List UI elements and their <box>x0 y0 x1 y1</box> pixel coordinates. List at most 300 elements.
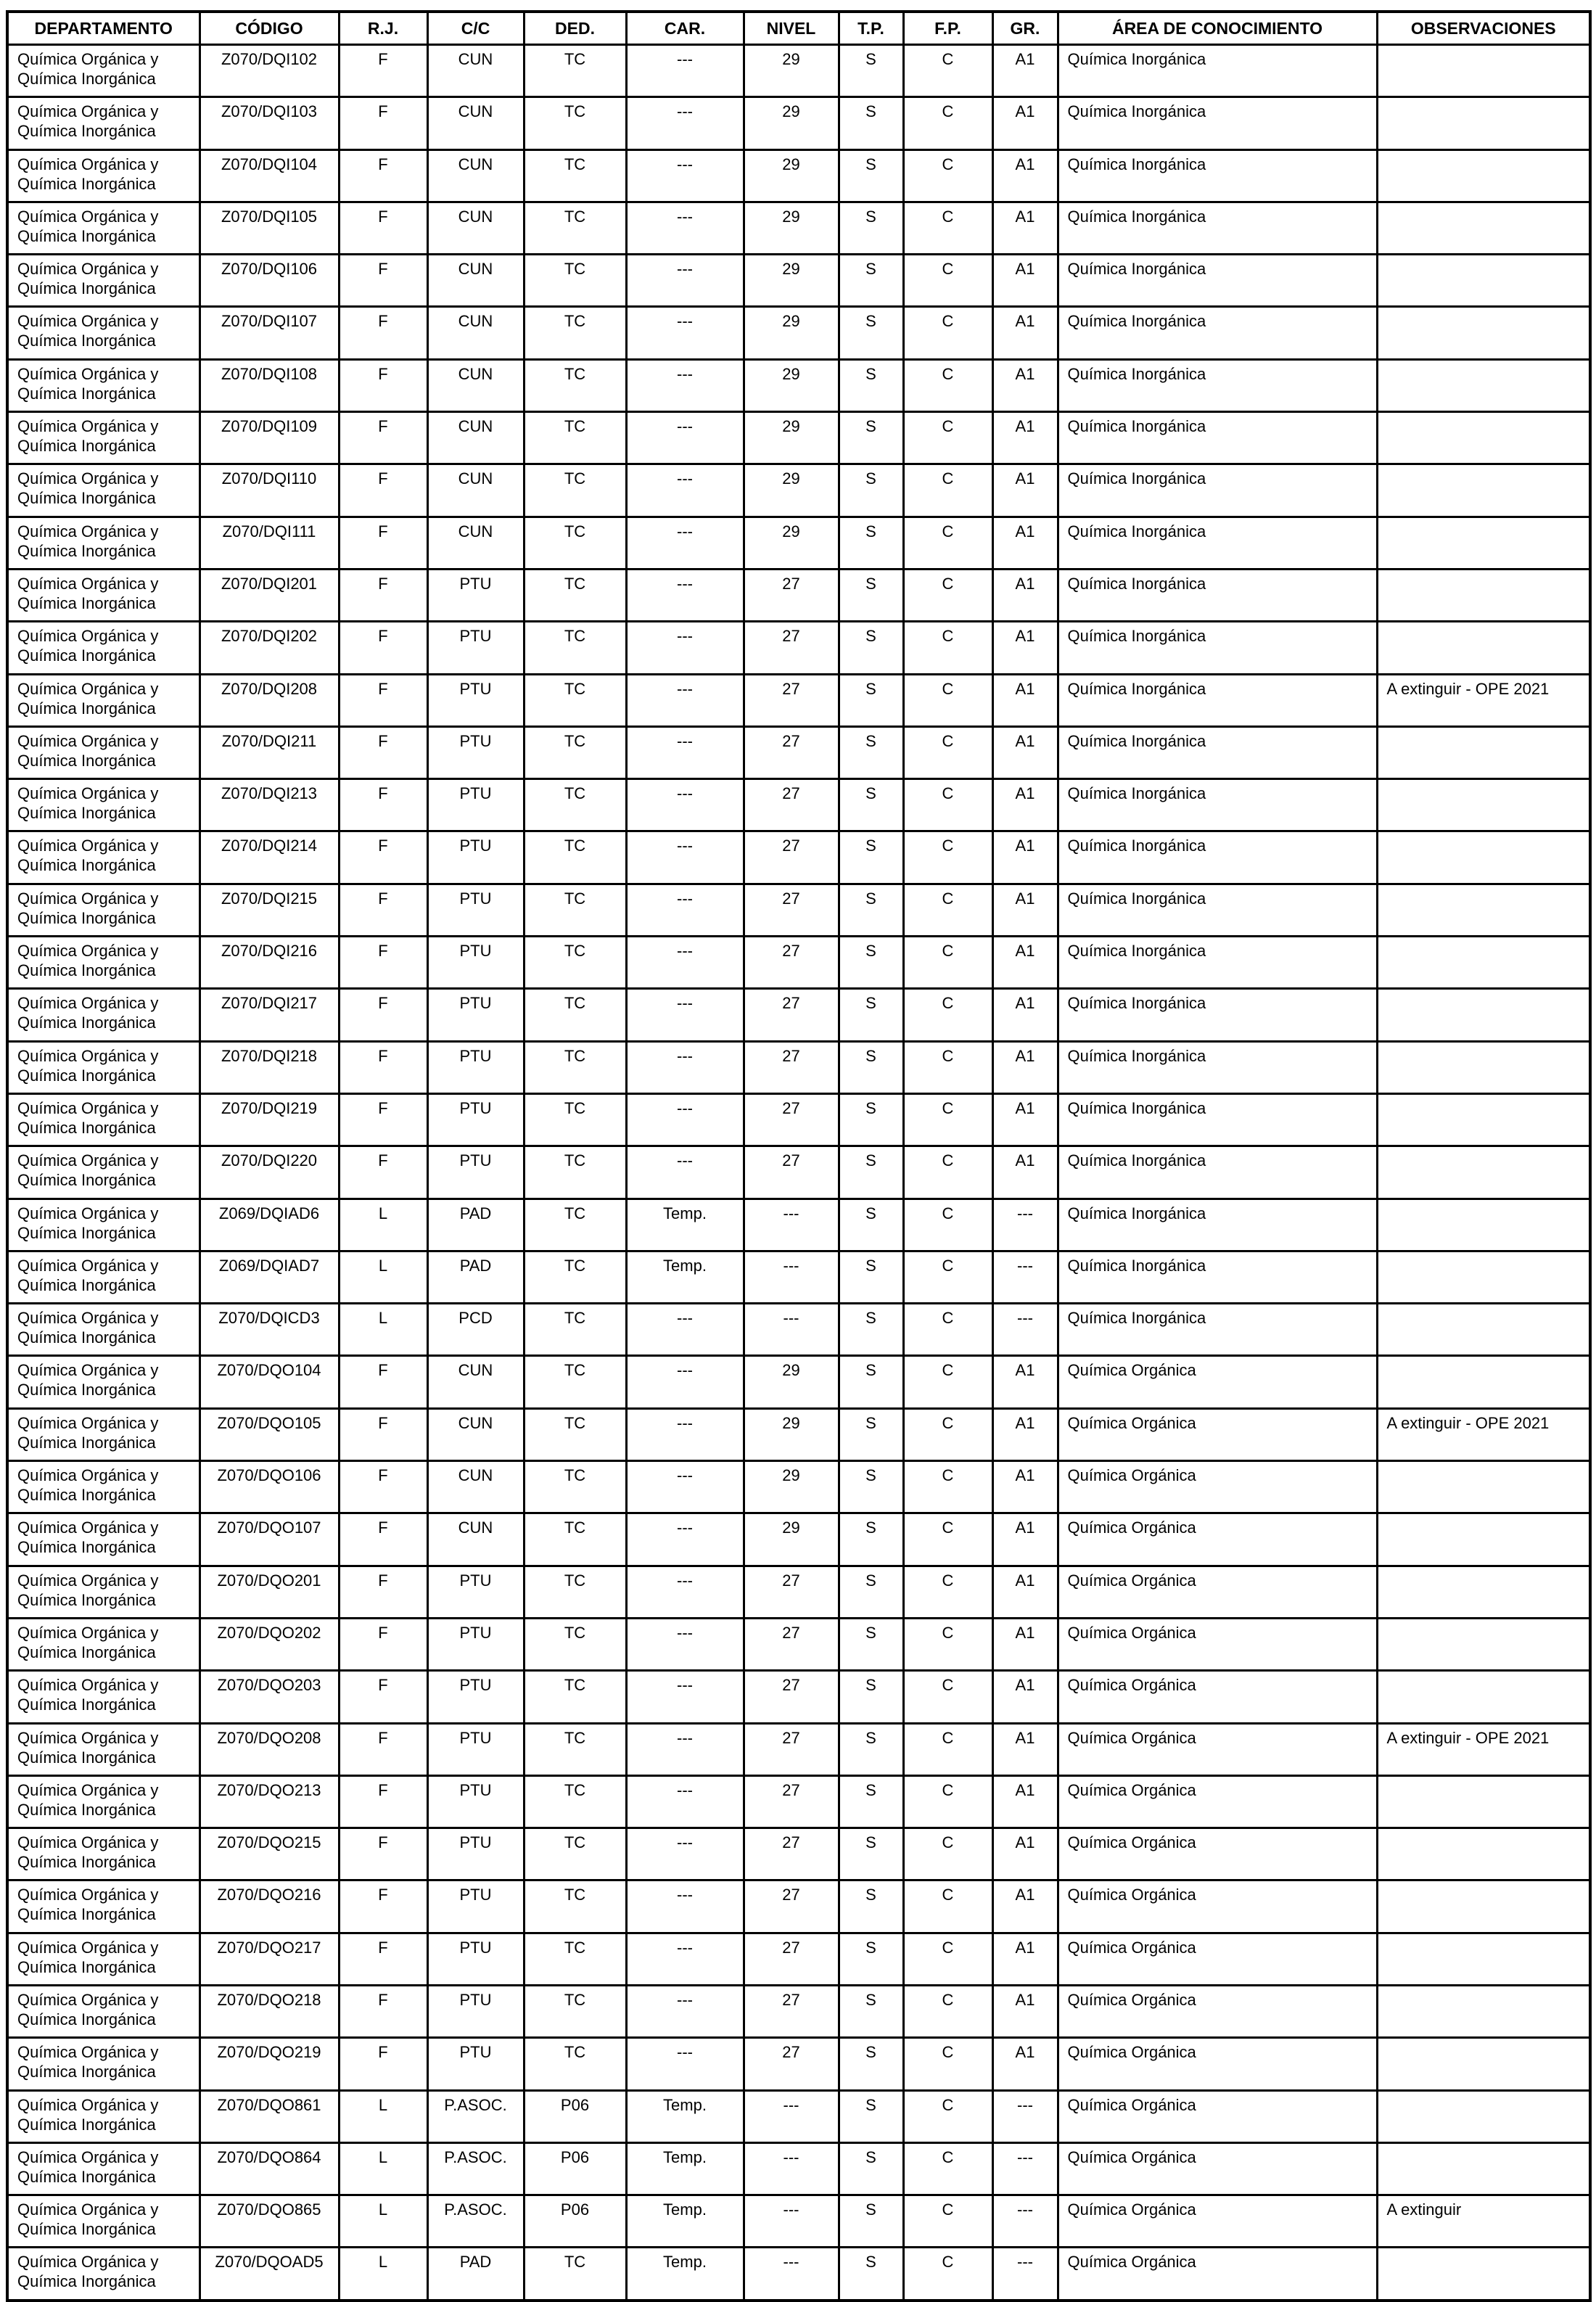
cell-obs <box>1377 97 1590 149</box>
column-header-rj: R.J. <box>339 12 427 45</box>
cell-dept: Química Orgánica y Química Inorgánica <box>7 464 200 517</box>
cell-cc: PTU <box>427 1880 524 1933</box>
cell-rj: F <box>339 202 427 254</box>
cell-dept: Química Orgánica y Química Inorgánica <box>7 1671 200 1723</box>
cell-gr: A1 <box>992 989 1058 1041</box>
cell-fp: C <box>903 202 992 254</box>
cell-tp: S <box>839 884 903 936</box>
cell-rj: F <box>339 1671 427 1723</box>
cell-codigo: Z070/DQI213 <box>200 779 339 831</box>
cell-nivel: 29 <box>744 464 839 517</box>
cell-gr: A1 <box>992 464 1058 517</box>
cell-codigo: Z070/DQI109 <box>200 412 339 464</box>
cell-gr: A1 <box>992 1408 1058 1460</box>
table-row <box>7 884 1590 936</box>
cell-ded: TC <box>524 255 626 307</box>
cell-dept: Química Orgánica y Química Inorgánica <box>7 1723 200 1775</box>
cell-dept: Química Orgánica y Química Inorgánica <box>7 149 200 202</box>
cell-codigo: Z070/DQO201 <box>200 1566 339 1618</box>
cell-tp: S <box>839 569 903 621</box>
cell-fp: C <box>903 989 992 1041</box>
cell-car: --- <box>626 202 744 254</box>
cell-rj: F <box>339 1408 427 1460</box>
cell-dept: Química Orgánica y Química Inorgánica <box>7 1461 200 1513</box>
cell-dept: Química Orgánica y Química Inorgánica <box>7 97 200 149</box>
cell-tp: S <box>839 45 903 97</box>
positions-table <box>6 10 1592 2302</box>
cell-obs <box>1377 884 1590 936</box>
cell-gr: A1 <box>992 1461 1058 1513</box>
table-row <box>7 1985 1590 2037</box>
cell-tp: S <box>839 1566 903 1618</box>
cell-nivel: 27 <box>744 989 839 1041</box>
cell-area: Química Inorgánica <box>1058 779 1377 831</box>
cell-cc: PTU <box>427 569 524 621</box>
cell-cc: PTU <box>427 1828 524 1880</box>
cell-codigo: Z070/DQI105 <box>200 202 339 254</box>
cell-car: --- <box>626 831 744 884</box>
cell-area: Química Orgánica <box>1058 1723 1377 1775</box>
cell-cc: PTU <box>427 1671 524 1723</box>
table-row <box>7 359 1590 411</box>
cell-tp: S <box>839 1356 903 1408</box>
cell-codigo: Z070/DQOAD5 <box>200 2248 339 2301</box>
table-row <box>7 726 1590 778</box>
cell-dept: Química Orgánica y Química Inorgánica <box>7 674 200 726</box>
cell-area: Química Inorgánica <box>1058 202 1377 254</box>
cell-obs <box>1377 1618 1590 1670</box>
cell-fp: C <box>903 1775 992 1828</box>
cell-fp: C <box>903 464 992 517</box>
cell-nivel: 27 <box>744 1093 839 1146</box>
cell-nivel: 27 <box>744 884 839 936</box>
cell-ded: TC <box>524 2038 626 2090</box>
cell-ded: TC <box>524 1671 626 1723</box>
cell-obs <box>1377 1566 1590 1618</box>
table-row <box>7 674 1590 726</box>
cell-car: --- <box>626 1146 744 1199</box>
cell-area: Química Orgánica <box>1058 1775 1377 1828</box>
cell-nivel: 27 <box>744 2038 839 2090</box>
cell-nivel: 27 <box>744 674 839 726</box>
cell-area: Química Inorgánica <box>1058 255 1377 307</box>
cell-car: --- <box>626 1566 744 1618</box>
cell-dept: Química Orgánica y Química Inorgánica <box>7 1093 200 1146</box>
cell-cc: PTU <box>427 1775 524 1828</box>
cell-nivel: 27 <box>744 1985 839 2037</box>
cell-gr: A1 <box>992 1985 1058 2037</box>
cell-car: --- <box>626 97 744 149</box>
cell-tp: S <box>839 255 903 307</box>
cell-ded: TC <box>524 1093 626 1146</box>
cell-tp: S <box>839 1146 903 1199</box>
column-header-ded: DED. <box>524 12 626 45</box>
cell-gr: --- <box>992 2090 1058 2142</box>
column-header-cc: C/C <box>427 12 524 45</box>
cell-area: Química Inorgánica <box>1058 569 1377 621</box>
cell-area: Química Inorgánica <box>1058 1146 1377 1199</box>
cell-car: --- <box>626 1828 744 1880</box>
cell-gr: --- <box>992 2142 1058 2195</box>
cell-gr: A1 <box>992 937 1058 989</box>
cell-codigo: Z070/DQI215 <box>200 884 339 936</box>
cell-car: --- <box>626 937 744 989</box>
cell-ded: TC <box>524 1251 626 1303</box>
cell-gr: A1 <box>992 255 1058 307</box>
cell-car: --- <box>626 726 744 778</box>
cell-obs <box>1377 1828 1590 1880</box>
cell-rj: F <box>339 2038 427 2090</box>
cell-codigo: Z070/DQI202 <box>200 622 339 674</box>
cell-fp: C <box>903 1618 992 1670</box>
cell-cc: PTU <box>427 1041 524 1093</box>
table-row <box>7 255 1590 307</box>
cell-cc: CUN <box>427 149 524 202</box>
cell-dept: Química Orgánica y Química Inorgánica <box>7 1566 200 1618</box>
cell-car: --- <box>626 1093 744 1146</box>
cell-rj: F <box>339 831 427 884</box>
table-row <box>7 1723 1590 1775</box>
cell-gr: A1 <box>992 359 1058 411</box>
cell-rj: F <box>339 884 427 936</box>
cell-tp: S <box>839 2248 903 2301</box>
cell-cc: PTU <box>427 726 524 778</box>
cell-area: Química Inorgánica <box>1058 97 1377 149</box>
table-row <box>7 1880 1590 1933</box>
cell-codigo: Z070/DQO865 <box>200 2195 339 2248</box>
cell-tp: S <box>839 1093 903 1146</box>
cell-rj: F <box>339 1985 427 2037</box>
cell-fp: C <box>903 1041 992 1093</box>
cell-ded: TC <box>524 1146 626 1199</box>
cell-cc: P.ASOC. <box>427 2195 524 2248</box>
cell-area: Química Orgánica <box>1058 1880 1377 1933</box>
cell-cc: PTU <box>427 1985 524 2037</box>
cell-tp: S <box>839 937 903 989</box>
cell-car: --- <box>626 779 744 831</box>
cell-obs <box>1377 1041 1590 1093</box>
column-header-gr: GR. <box>992 12 1058 45</box>
column-header-codigo: CÓDIGO <box>200 12 339 45</box>
cell-dept: Química Orgánica y Química Inorgánica <box>7 359 200 411</box>
table-row <box>7 202 1590 254</box>
table-row <box>7 1304 1590 1356</box>
cell-codigo: Z070/DQO217 <box>200 1933 339 1985</box>
cell-dept: Química Orgánica y Química Inorgánica <box>7 779 200 831</box>
cell-cc: PAD <box>427 1251 524 1303</box>
table-row <box>7 1828 1590 1880</box>
cell-tp: S <box>839 726 903 778</box>
cell-obs <box>1377 2142 1590 2195</box>
cell-codigo: Z069/DQIAD6 <box>200 1199 339 1251</box>
cell-car: --- <box>626 569 744 621</box>
cell-cc: PTU <box>427 831 524 884</box>
cell-fp: C <box>903 831 992 884</box>
cell-codigo: Z070/DQI208 <box>200 674 339 726</box>
cell-obs <box>1377 464 1590 517</box>
table-row <box>7 1671 1590 1723</box>
cell-codigo: Z070/DQO106 <box>200 1461 339 1513</box>
cell-nivel: 29 <box>744 1461 839 1513</box>
table-row <box>7 412 1590 464</box>
cell-codigo: Z070/DQI108 <box>200 359 339 411</box>
table-row <box>7 517 1590 569</box>
cell-gr: A1 <box>992 674 1058 726</box>
cell-rj: L <box>339 2195 427 2248</box>
table-row <box>7 2142 1590 2195</box>
cell-ded: TC <box>524 1356 626 1408</box>
cell-obs <box>1377 779 1590 831</box>
table-row <box>7 2038 1590 2090</box>
cell-codigo: Z070/DQO203 <box>200 1671 339 1723</box>
cell-codigo: Z070/DQO861 <box>200 2090 339 2142</box>
cell-fp: C <box>903 1566 992 1618</box>
cell-codigo: Z070/DQO218 <box>200 1985 339 2037</box>
cell-obs <box>1377 1513 1590 1566</box>
cell-car: --- <box>626 1985 744 2037</box>
cell-gr: A1 <box>992 1566 1058 1618</box>
cell-codigo: Z070/DQI107 <box>200 307 339 359</box>
cell-cc: CUN <box>427 359 524 411</box>
cell-dept: Química Orgánica y Química Inorgánica <box>7 1618 200 1670</box>
cell-cc: CUN <box>427 517 524 569</box>
cell-gr: A1 <box>992 1356 1058 1408</box>
cell-cc: P.ASOC. <box>427 2090 524 2142</box>
table-row <box>7 1566 1590 1618</box>
cell-car: --- <box>626 1723 744 1775</box>
cell-obs <box>1377 202 1590 254</box>
cell-obs <box>1377 307 1590 359</box>
cell-ded: TC <box>524 1513 626 1566</box>
cell-fp: C <box>903 674 992 726</box>
table-row <box>7 2195 1590 2248</box>
cell-fp: C <box>903 1199 992 1251</box>
cell-area: Química Inorgánica <box>1058 412 1377 464</box>
cell-dept: Química Orgánica y Química Inorgánica <box>7 884 200 936</box>
table-row <box>7 1251 1590 1303</box>
cell-cc: PTU <box>427 779 524 831</box>
table-row <box>7 937 1590 989</box>
cell-area: Química Orgánica <box>1058 2142 1377 2195</box>
cell-dept: Química Orgánica y Química Inorgánica <box>7 937 200 989</box>
cell-ded: TC <box>524 1041 626 1093</box>
cell-obs <box>1377 2248 1590 2301</box>
cell-rj: F <box>339 1146 427 1199</box>
cell-dept: Química Orgánica y Química Inorgánica <box>7 2038 200 2090</box>
cell-cc: CUN <box>427 1408 524 1460</box>
cell-ded: TC <box>524 937 626 989</box>
cell-fp: C <box>903 622 992 674</box>
cell-obs <box>1377 2038 1590 2090</box>
table-row <box>7 149 1590 202</box>
cell-codigo: Z070/DQI110 <box>200 464 339 517</box>
cell-codigo: Z070/DQO208 <box>200 1723 339 1775</box>
cell-codigo: Z070/DQI104 <box>200 149 339 202</box>
cell-obs <box>1377 1304 1590 1356</box>
cell-car: --- <box>626 517 744 569</box>
cell-codigo: Z070/DQI218 <box>200 1041 339 1093</box>
cell-tp: S <box>839 1671 903 1723</box>
cell-nivel: --- <box>744 2195 839 2248</box>
cell-gr: A1 <box>992 726 1058 778</box>
cell-gr: A1 <box>992 779 1058 831</box>
cell-fp: C <box>903 307 992 359</box>
cell-tp: S <box>839 307 903 359</box>
cell-cc: CUN <box>427 255 524 307</box>
cell-ded: TC <box>524 97 626 149</box>
cell-fp: C <box>903 1093 992 1146</box>
cell-car: --- <box>626 255 744 307</box>
cell-dept: Química Orgánica y Química Inorgánica <box>7 831 200 884</box>
cell-dept: Química Orgánica y Química Inorgánica <box>7 2195 200 2248</box>
cell-cc: CUN <box>427 412 524 464</box>
cell-rj: F <box>339 359 427 411</box>
cell-nivel: 29 <box>744 1356 839 1408</box>
cell-tp: S <box>839 622 903 674</box>
cell-car: --- <box>626 45 744 97</box>
cell-fp: C <box>903 1146 992 1199</box>
cell-obs <box>1377 1880 1590 1933</box>
cell-area: Química Inorgánica <box>1058 622 1377 674</box>
cell-rj: F <box>339 937 427 989</box>
cell-rj: L <box>339 1199 427 1251</box>
cell-cc: PTU <box>427 937 524 989</box>
cell-obs <box>1377 517 1590 569</box>
cell-obs <box>1377 1146 1590 1199</box>
cell-cc: CUN <box>427 1461 524 1513</box>
cell-cc: PTU <box>427 989 524 1041</box>
cell-car: --- <box>626 1304 744 1356</box>
cell-area: Química Inorgánica <box>1058 149 1377 202</box>
cell-tp: S <box>839 97 903 149</box>
cell-fp: C <box>903 1671 992 1723</box>
table-row <box>7 1775 1590 1828</box>
cell-fp: C <box>903 1408 992 1460</box>
cell-nivel: 29 <box>744 149 839 202</box>
cell-car: --- <box>626 622 744 674</box>
cell-tp: S <box>839 2090 903 2142</box>
cell-ded: TC <box>524 779 626 831</box>
cell-codigo: Z070/DQI217 <box>200 989 339 1041</box>
cell-tp: S <box>839 359 903 411</box>
cell-ded: TC <box>524 412 626 464</box>
table-row <box>7 622 1590 674</box>
column-header-tp: T.P. <box>839 12 903 45</box>
cell-tp: S <box>839 2142 903 2195</box>
cell-nivel: 29 <box>744 307 839 359</box>
cell-rj: F <box>339 1723 427 1775</box>
cell-codigo: Z070/DQI102 <box>200 45 339 97</box>
cell-cc: PTU <box>427 622 524 674</box>
cell-gr: A1 <box>992 1775 1058 1828</box>
cell-area: Química Inorgánica <box>1058 884 1377 936</box>
cell-area: Química Inorgánica <box>1058 1304 1377 1356</box>
cell-ded: TC <box>524 569 626 621</box>
cell-nivel: 29 <box>744 412 839 464</box>
cell-obs <box>1377 1671 1590 1723</box>
cell-rj: F <box>339 1880 427 1933</box>
cell-nivel: 27 <box>744 1146 839 1199</box>
cell-car: --- <box>626 674 744 726</box>
cell-rj: F <box>339 45 427 97</box>
cell-ded: TC <box>524 517 626 569</box>
cell-area: Química Orgánica <box>1058 1461 1377 1513</box>
cell-cc: CUN <box>427 45 524 97</box>
cell-rj: F <box>339 255 427 307</box>
cell-dept: Química Orgánica y Química Inorgánica <box>7 569 200 621</box>
cell-dept: Química Orgánica y Química Inorgánica <box>7 989 200 1041</box>
cell-obs <box>1377 1199 1590 1251</box>
cell-dept: Química Orgánica y Química Inorgánica <box>7 45 200 97</box>
cell-car: --- <box>626 412 744 464</box>
table-row <box>7 2248 1590 2301</box>
cell-fp: C <box>903 97 992 149</box>
cell-gr: A1 <box>992 1671 1058 1723</box>
cell-rj: F <box>339 1513 427 1566</box>
cell-area: Química Orgánica <box>1058 1985 1377 2037</box>
cell-fp: C <box>903 569 992 621</box>
cell-nivel: --- <box>744 1304 839 1356</box>
cell-nivel: --- <box>744 1251 839 1303</box>
cell-area: Química Orgánica <box>1058 2248 1377 2301</box>
cell-codigo: Z070/DQI211 <box>200 726 339 778</box>
table-row <box>7 779 1590 831</box>
cell-fp: C <box>903 2248 992 2301</box>
cell-tp: S <box>839 989 903 1041</box>
cell-area: Química Inorgánica <box>1058 307 1377 359</box>
cell-car: --- <box>626 359 744 411</box>
cell-area: Química Inorgánica <box>1058 45 1377 97</box>
table-row <box>7 1199 1590 1251</box>
cell-ded: TC <box>524 149 626 202</box>
cell-rj: F <box>339 1933 427 1985</box>
cell-nivel: 27 <box>744 937 839 989</box>
cell-dept: Química Orgánica y Química Inorgánica <box>7 1408 200 1460</box>
cell-ded: P06 <box>524 2090 626 2142</box>
cell-obs <box>1377 1461 1590 1513</box>
cell-fp: C <box>903 884 992 936</box>
cell-fp: C <box>903 2038 992 2090</box>
table-row <box>7 1461 1590 1513</box>
cell-car: --- <box>626 1618 744 1670</box>
cell-fp: C <box>903 1304 992 1356</box>
cell-area: Química Inorgánica <box>1058 726 1377 778</box>
column-header-observaciones: OBSERVACIONES <box>1377 12 1590 45</box>
cell-area: Química Orgánica <box>1058 2038 1377 2090</box>
cell-car: --- <box>626 1041 744 1093</box>
cell-rj: F <box>339 1093 427 1146</box>
cell-nivel: 29 <box>744 517 839 569</box>
cell-area: Química Orgánica <box>1058 1566 1377 1618</box>
cell-cc: PCD <box>427 1304 524 1356</box>
header-row <box>7 12 1590 45</box>
table-row <box>7 1146 1590 1199</box>
cell-nivel: 27 <box>744 569 839 621</box>
table-row <box>7 1408 1590 1460</box>
cell-gr: --- <box>992 1251 1058 1303</box>
cell-dept: Química Orgánica y Química Inorgánica <box>7 1199 200 1251</box>
cell-codigo: Z070/DQI111 <box>200 517 339 569</box>
cell-tp: S <box>839 1304 903 1356</box>
cell-ded: TC <box>524 202 626 254</box>
cell-obs <box>1377 989 1590 1041</box>
cell-area: Química Inorgánica <box>1058 359 1377 411</box>
cell-codigo: Z070/DQO219 <box>200 2038 339 2090</box>
cell-nivel: 29 <box>744 359 839 411</box>
cell-obs: A extinguir <box>1377 2195 1590 2248</box>
cell-ded: TC <box>524 1304 626 1356</box>
cell-car: --- <box>626 1356 744 1408</box>
